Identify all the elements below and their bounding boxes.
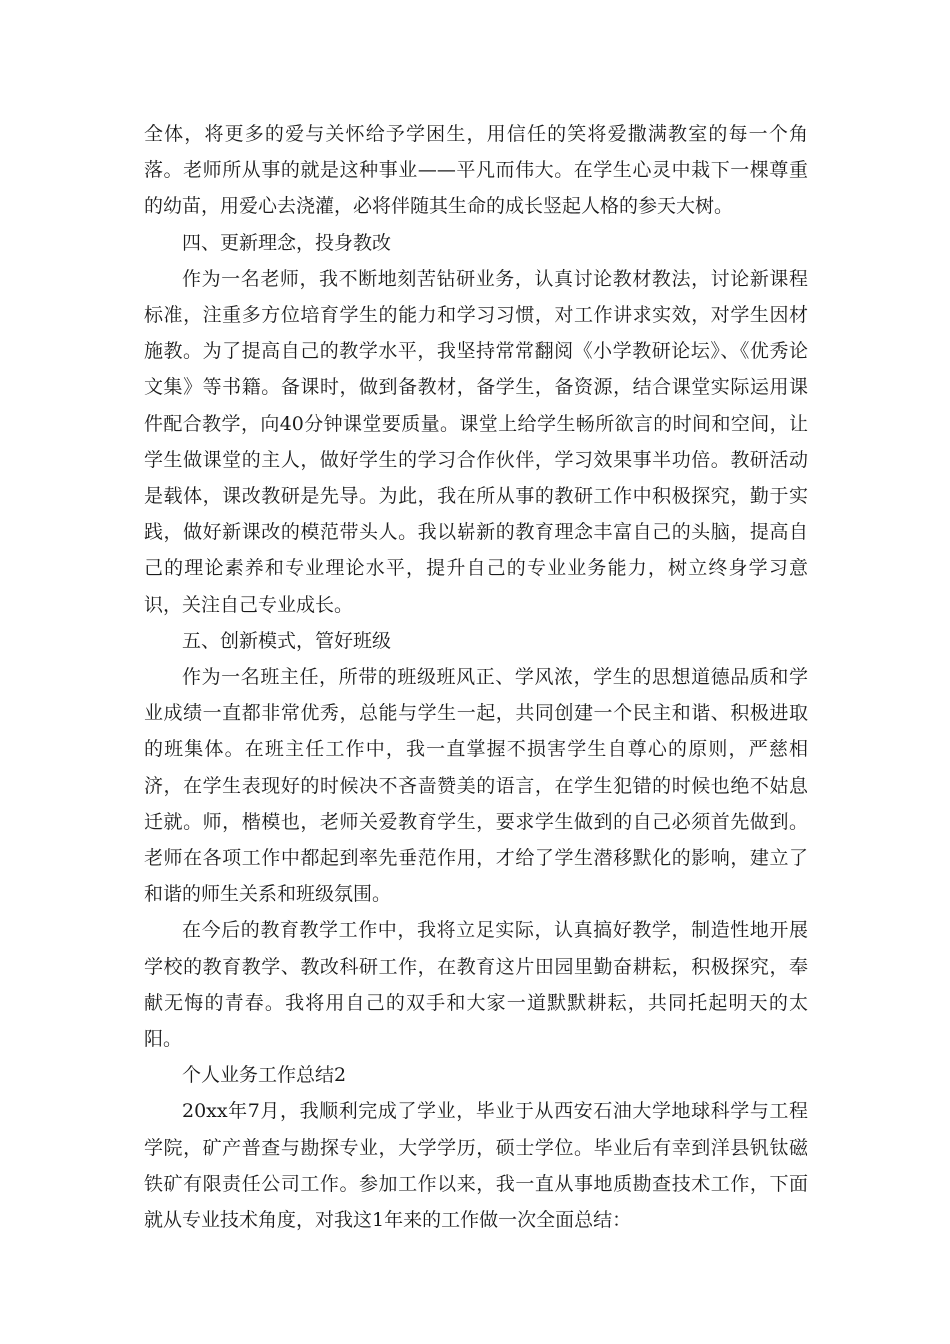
summary-2-title: 个人业务工作总结2 xyxy=(182,1064,347,1087)
paragraph-teaching-reform: 作为一名老师，我不断地刻苦钻研业务，认真讨论教材教法，讨论新课程标准，注重多方位培育学生的能力和学习习惯，对工作讲求实效，对学生因材施教。为了提高自己的教学水平，我坚持常常翻阅《小学教研论坛》、《优秀论文集》等书籍。备课时，做到备教材，备学生，备资源，结合课堂实际运用课件配合教学，向40分钟课堂要质量。课堂上给学生畅所欲言的时间和空间，让学生做课堂的主人，做好学生的学习合作伙伴，学习效果事半功倍。教研活动是载体，课改教研是先导。为此，我在所从事的教研工作中积极探究，勤于实践，做好新课改的模范带头人。我以崭新的教育理念丰富自己的头脑，提高自己的理论素养和专业理论水平，提升自己的专业业务能力，树立终身学习意识，关注自己专业成长。 xyxy=(144,267,808,616)
paragraph-summary-2-intro: 20xx年7月，我顺利完成了学业，毕业于从西安石油大学地球科学与工程学院，矿产普查与勘探专业，大学学历，硕士学位。毕业后有幸到洋县钒钛磁铁矿有限责任公司工作。参加工作以来，我一直从事地质勘查技术工作，下面就从专业技术角度，对我这1年来的工作做一次全面总结： xyxy=(144,1100,808,1232)
paragraph-continuation: 全体，将更多的爱与关怀给予学困生，用信任的笑将爱撒满教室的每一个角落。老师所从事的就是这种事业——平凡而伟大。在学生心灵中栽下一棵尊重的幼苗，用爱心去浇灌，必将伴随其生命的成长竖起人格的参天大树。 xyxy=(144,123,808,218)
paragraph-class-management: 作为一名班主任，所带的班级班风正、学风浓，学生的思想道德品质和学业成绩一直都非常优秀，总能与学生一起，共同创建一个民主和谐、积极进取的班集体。在班主任工作中，我一直掌握不损害学生自尊心的原则，严慈相济，在学生表现好的时候决不吝啬赞美的语言，在学生犯错的时候也绝不姑息迁就。师，楷模也，老师关爱教育学生，要求学生做到的自己必须首先做到。老师在各项工作中都起到率先垂范作用，才给了学生潜移默化的影响，建立了和谐的师生关系和班级氛围。 xyxy=(144,666,808,906)
document-page xyxy=(144,116,808,1238)
paragraph-future-plans: 在今后的教育教学工作中，我将立足实际，认真搞好教学，制造性地开展学校的教育教学、教改科研工作，在教育这片田园里勤奋耕耘，积极探究，奉献无悔的青春。我将用自己的双手和大家一道默默耕耘，共同托起明天的太阳。 xyxy=(144,919,808,1051)
section-heading-4: 四、更新理念，投身教改 xyxy=(182,231,392,254)
section-heading-5: 五、创新模式，管好班级 xyxy=(182,629,392,652)
